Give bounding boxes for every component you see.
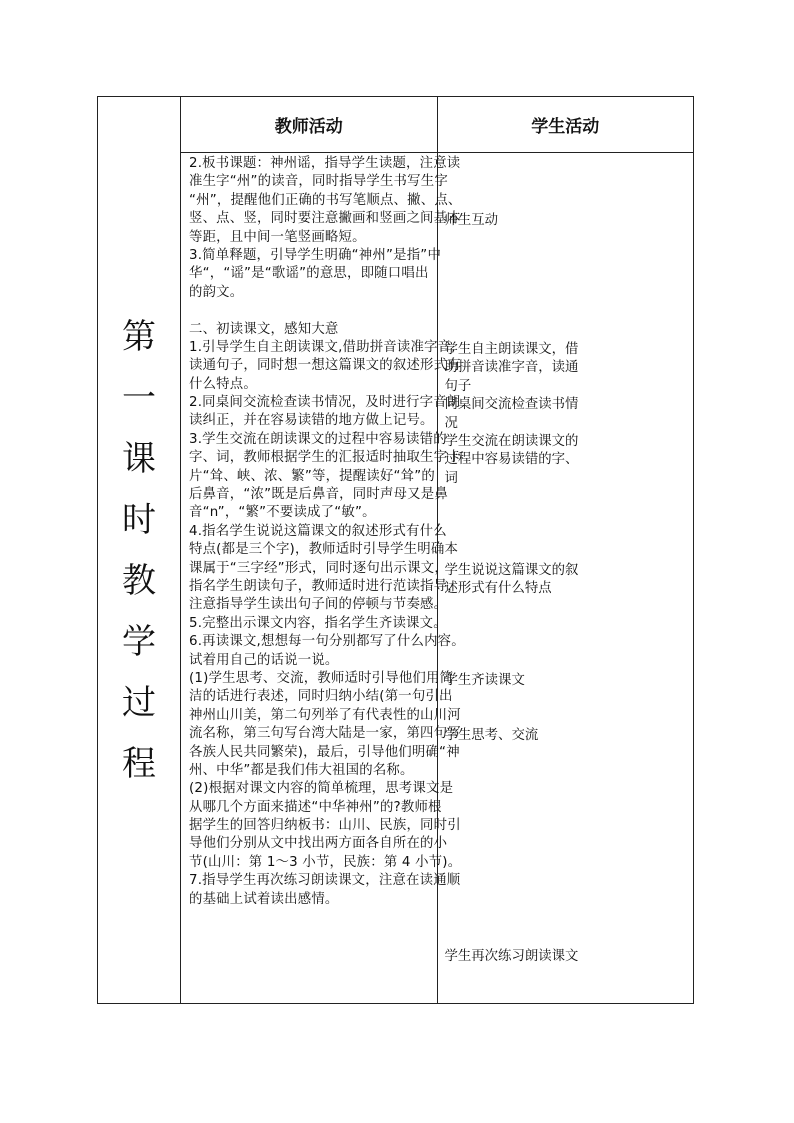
student-text-line: 助拼音读准字音，读通 bbox=[444, 360, 579, 376]
student-activity-text bbox=[445, 155, 690, 1001]
teacher-text-line: “州”，提醒他们正确的书写笔顺点、撇、点、 bbox=[189, 192, 462, 208]
teacher-text-line: 4.指名学生说说这篇课文的叙述形式有什么 bbox=[189, 523, 447, 539]
teacher-text-line: 7.指导学生再次练习朗读课文，注意在读通顺 bbox=[189, 873, 461, 889]
teacher-text-line: 什么特点。 bbox=[189, 376, 257, 392]
student-text-line: 况 bbox=[444, 415, 458, 431]
teacher-text-line: 竖、点、竖，同时要注意撇画和竖画之间基本 bbox=[189, 211, 461, 227]
lesson-period-char: 一 bbox=[122, 377, 156, 418]
lesson-period-cell bbox=[98, 97, 181, 1004]
student-text-line: 述形式有什么特点 bbox=[444, 581, 552, 597]
student-text-line: 同桌间交流检查读书情 bbox=[444, 397, 579, 413]
teacher-text-line: 读纠正，并在容易读错的地方做上记号。 bbox=[189, 413, 434, 429]
teacher-activity-cell bbox=[181, 153, 465, 1004]
teacher-text-line: 1.引导学生自主朗读课文,借助拼音读准字音, bbox=[189, 339, 456, 355]
teacher-text-line: 州、中华”都是我们伟大祖国的名称。 bbox=[189, 762, 414, 778]
lesson-period-title bbox=[98, 318, 180, 783]
teacher-text-line: 神州山川美，第二句列举了有代表性的山川河 bbox=[189, 707, 461, 723]
teacher-text-line: 读通句子，同时想一想这篇课文的叙述形式有 bbox=[189, 358, 461, 374]
teacher-text-line: 导他们分别从文中找出两方面各自所在的小 bbox=[189, 836, 448, 852]
teacher-text-line: 的基础上试着读出感情。 bbox=[189, 891, 339, 907]
teacher-text-line: 2.板书课题：神州谣，指导学生读题，注意读 bbox=[189, 156, 461, 171]
teacher-text-line: 节(山川：第 1～3 小节，民族：第 4 小节)。 bbox=[189, 854, 462, 870]
student-activity-item bbox=[445, 727, 539, 745]
teacher-text-line: 注意指导学生读出句子间的停顿与节奏感。 bbox=[189, 597, 448, 613]
teacher-text-line: 各族人民共同繁荣)，最后，引导他们明确“神 bbox=[189, 744, 460, 760]
teacher-text-line bbox=[189, 302, 433, 320]
teacher-text-line: 片“耸、峡、浓、繁”等，提醒读好“耸”的 bbox=[189, 468, 435, 484]
lesson-period-char: 程 bbox=[122, 743, 156, 784]
teacher-text-line: 3.简单释题，引导学生明确“神州”是指”中 bbox=[189, 247, 442, 263]
teacher-text-line: 华“，“谣”是“歌谣”的意思，即随口唱出 bbox=[189, 266, 429, 282]
teacher-text-line: 据学生的回答归纳板书：山川、民族，同时引 bbox=[189, 818, 461, 834]
teacher-text-line: 字、词，教师根据学生的汇报适时抽取生字卡 bbox=[189, 450, 461, 466]
teacher-activity-header: 教师活动 bbox=[181, 97, 438, 153]
student-activity-item bbox=[445, 212, 499, 230]
student-text-line: 学生自主朗读课文，借 bbox=[444, 342, 579, 357]
teacher-text-line: 课属于“三字经”形式，同时逐句出示课文， bbox=[189, 560, 448, 576]
teacher-text-line: (1)学生思考、交流，教师适时引导他们用简 bbox=[189, 670, 454, 686]
student-text-line: 学生说说这篇课文的叙 bbox=[444, 562, 579, 578]
student-activity-cell bbox=[437, 153, 694, 1004]
student-text-line: 学生交流在朗读课文的 bbox=[444, 434, 579, 449]
teacher-text-line: 准生字“州”的读音，同时指导学生书写生字 bbox=[189, 174, 448, 190]
teacher-text-line: 音“n”，“繁”不要读成了“敏”。 bbox=[189, 505, 376, 521]
student-activity-item bbox=[445, 672, 525, 690]
teacher-activity-text bbox=[189, 155, 465, 909]
lesson-period-char: 课 bbox=[122, 438, 156, 479]
student-activity-item bbox=[445, 396, 579, 433]
teacher-text-line: 洁的话进行表述，同时归纳小结(第一句引出 bbox=[189, 689, 453, 705]
student-activity-item bbox=[445, 433, 579, 488]
teacher-text-line: 的韵文。 bbox=[189, 284, 244, 300]
student-text-line: 过程中容易读错的字、 bbox=[444, 452, 579, 468]
student-text-line: 句子 bbox=[444, 378, 472, 394]
student-activity-header: 学生活动 bbox=[437, 97, 694, 153]
student-text-line: 学生思考、交流 bbox=[444, 728, 539, 744]
lesson-plan-table bbox=[97, 96, 694, 1004]
student-activity-item bbox=[445, 948, 579, 966]
teacher-text-line: 试着用自己的话说一说。 bbox=[189, 652, 339, 668]
lesson-period-char: 第 bbox=[122, 316, 156, 357]
teacher-text-line: 后鼻音，“浓”既是后鼻音，同时声母又是鼻 bbox=[189, 487, 448, 503]
teacher-text-line: 6.再读课文,想想每一句分别都写了什么内容。 bbox=[189, 634, 465, 650]
lesson-period-char: 教 bbox=[122, 560, 156, 601]
student-activity-item bbox=[445, 562, 579, 599]
teacher-text-line: 等距，且中间一笔竖画略短。 bbox=[189, 229, 366, 245]
teacher-text-line: 指名学生朗读句子，教师适时进行范读指导， bbox=[189, 578, 461, 594]
teacher-text-line: 特点(都是三个字)，教师适时引导学生明确本 bbox=[189, 542, 459, 558]
student-activity-item bbox=[445, 341, 579, 396]
teacher-text-line: 二、初读课文，感知大意 bbox=[189, 321, 339, 337]
teacher-text-line: 从哪几个方面来描述“中华神州”的?教师根 bbox=[189, 799, 442, 815]
teacher-text-line: 流名称，第三句写台湾大陆是一家，第四句写 bbox=[189, 726, 461, 742]
lesson-period-char: 时 bbox=[122, 499, 156, 540]
teacher-text-line: (2)根据对课文内容的简单梳理，思考课文是 bbox=[189, 781, 454, 797]
student-text-line: 学生再次练习朗读课文 bbox=[444, 949, 579, 965]
lesson-period-char: 过 bbox=[122, 682, 156, 723]
teacher-text-line: 3.学生交流在朗读课文的过程中容易读错的 bbox=[189, 431, 447, 447]
lesson-period-char: 学 bbox=[122, 621, 156, 662]
teacher-text-line: 5.完整出示课文内容，指名学生齐读课文。 bbox=[189, 615, 447, 631]
student-text-line: 词 bbox=[444, 470, 458, 486]
student-text-line: 师生互动 bbox=[444, 213, 499, 229]
student-text-line: 学生齐读课文 bbox=[444, 673, 525, 689]
teacher-text-line: 2.同桌间交流检查读书情况，及时进行字音朗 bbox=[189, 395, 461, 411]
